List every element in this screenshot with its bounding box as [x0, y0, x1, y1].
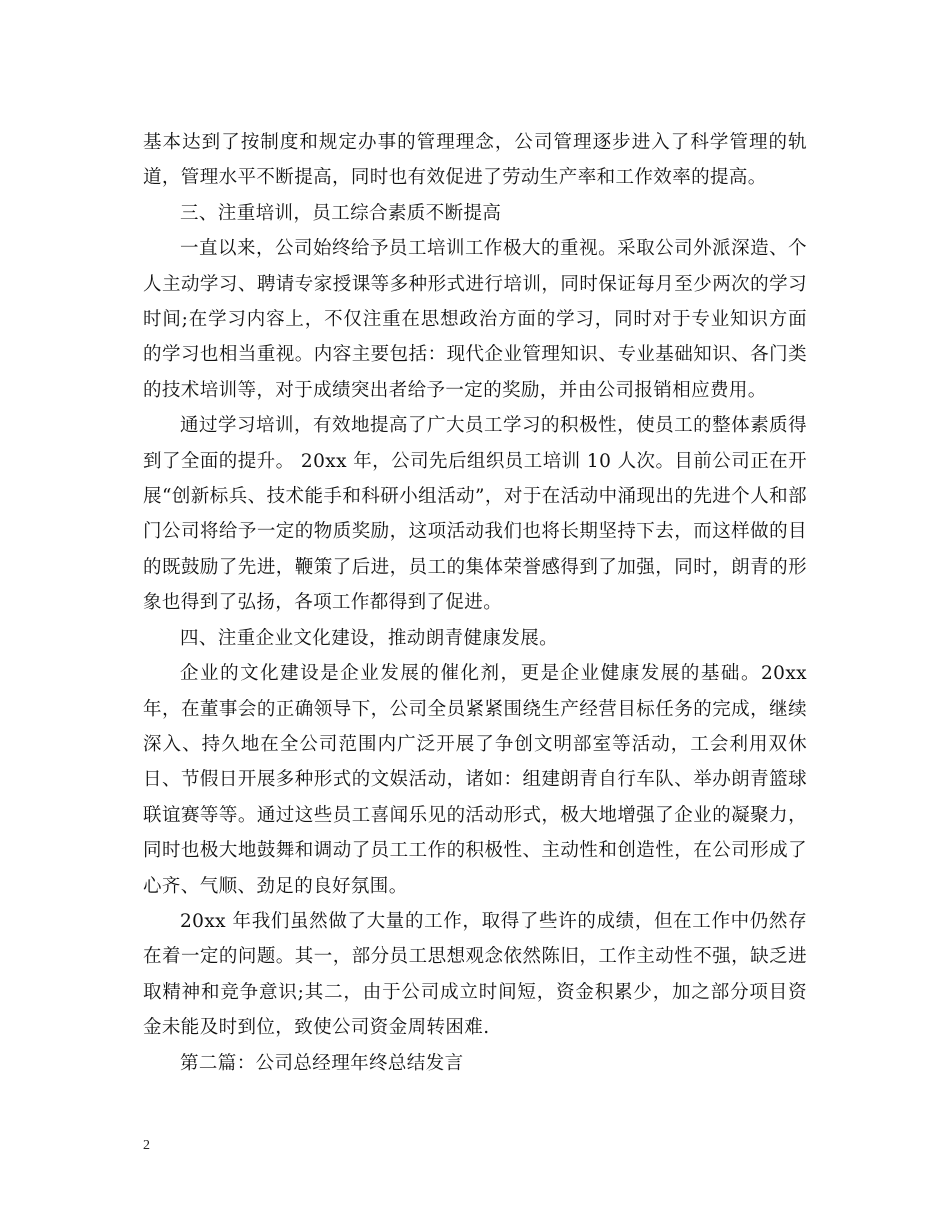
paragraph-culture: 企业的文化建设是企业发展的催化剂，更是企业健康发展的基础。20xx 年，在董事会的正确领导下，公司全员紧紧围绕生产经营目标任务的完成，继续深入、持久地在全公司范围内广泛开展了争创文明部室等活动，工会利用双休日、节假日开展多种形式的文娱活动，诸如：组建朗青自行车队、举办朗青篮球联谊赛等等。通过这些员工喜闻乐见的活动形式，极大地增强了企业的凝聚力，同时也极大地鼓舞和调动了员工工作的积极性、主动性和创造性，在公司形成了心齐、气顺、劲足的良好氛围。: [143, 663, 807, 897]
document-body: [143, 125, 807, 1081]
paragraph-training-results: 通过学习培训，有效地提高了广大员工学习的积极性，使员工的整体素质得到了全面的提升。 20xx 年，公司先后组织员工培训 10 人次。目前公司正在开展“创新标兵、技术能手和科研小组活动”，对于在活动中涌现出的先进个人和部门公司将给予一定的物质奖励，这项活动我们也将长期坚持下去，而这样做的目的既鼓励了先进，鞭策了后进，员工的集体荣誉感得到了加强，同时，朗青的形象也得到了弘扬，各项工作都得到了促进。: [143, 415, 807, 614]
paragraph-intro: 基本达到了按制度和规定办事的管理理念，公司管理逐步进入了科学管理的轨道，管理水平不断提高，同时也有效促进了劳动生产率和工作效率的提高。: [143, 132, 807, 189]
paragraph-problems: 20xx 年我们虽然做了大量的工作，取得了些许的成绩，但在工作中仍然存在着一定的问题。其一，部分员工思想观念依然陈旧，工作主动性不强，缺乏进取精神和竞争意识;其二，由于公司成立时间短，资金积累少，加之部分项目资金未能及时到位，致使公司资金周转困难.: [143, 910, 807, 1039]
section-heading-training: 三、注重培训，员工综合素质不断提高: [180, 202, 502, 224]
paragraph-training: 一直以来，公司始终给予员工培训工作极大的重视。采取公司外派深造、个人主动学习、聘请专家授课等多种形式进行培训，同时保证每月至少两次的学习时间;在学习内容上，不仅注重在思想政治方面的学习，同时对于专业知识方面的学习也相当重视。内容主要包括：现代企业管理知识、专业基础知识、各门类的技术培训等，对于成绩突出者给予一定的奖励，并由公司报销相应费用。: [143, 238, 807, 401]
section-heading-part-two: 第二篇：公司总经理年终总结发言: [180, 1052, 464, 1074]
page-number: 2: [143, 1138, 150, 1153]
section-heading-culture: 四、注重企业文化建设，推动朗青健康发展。: [180, 627, 559, 649]
